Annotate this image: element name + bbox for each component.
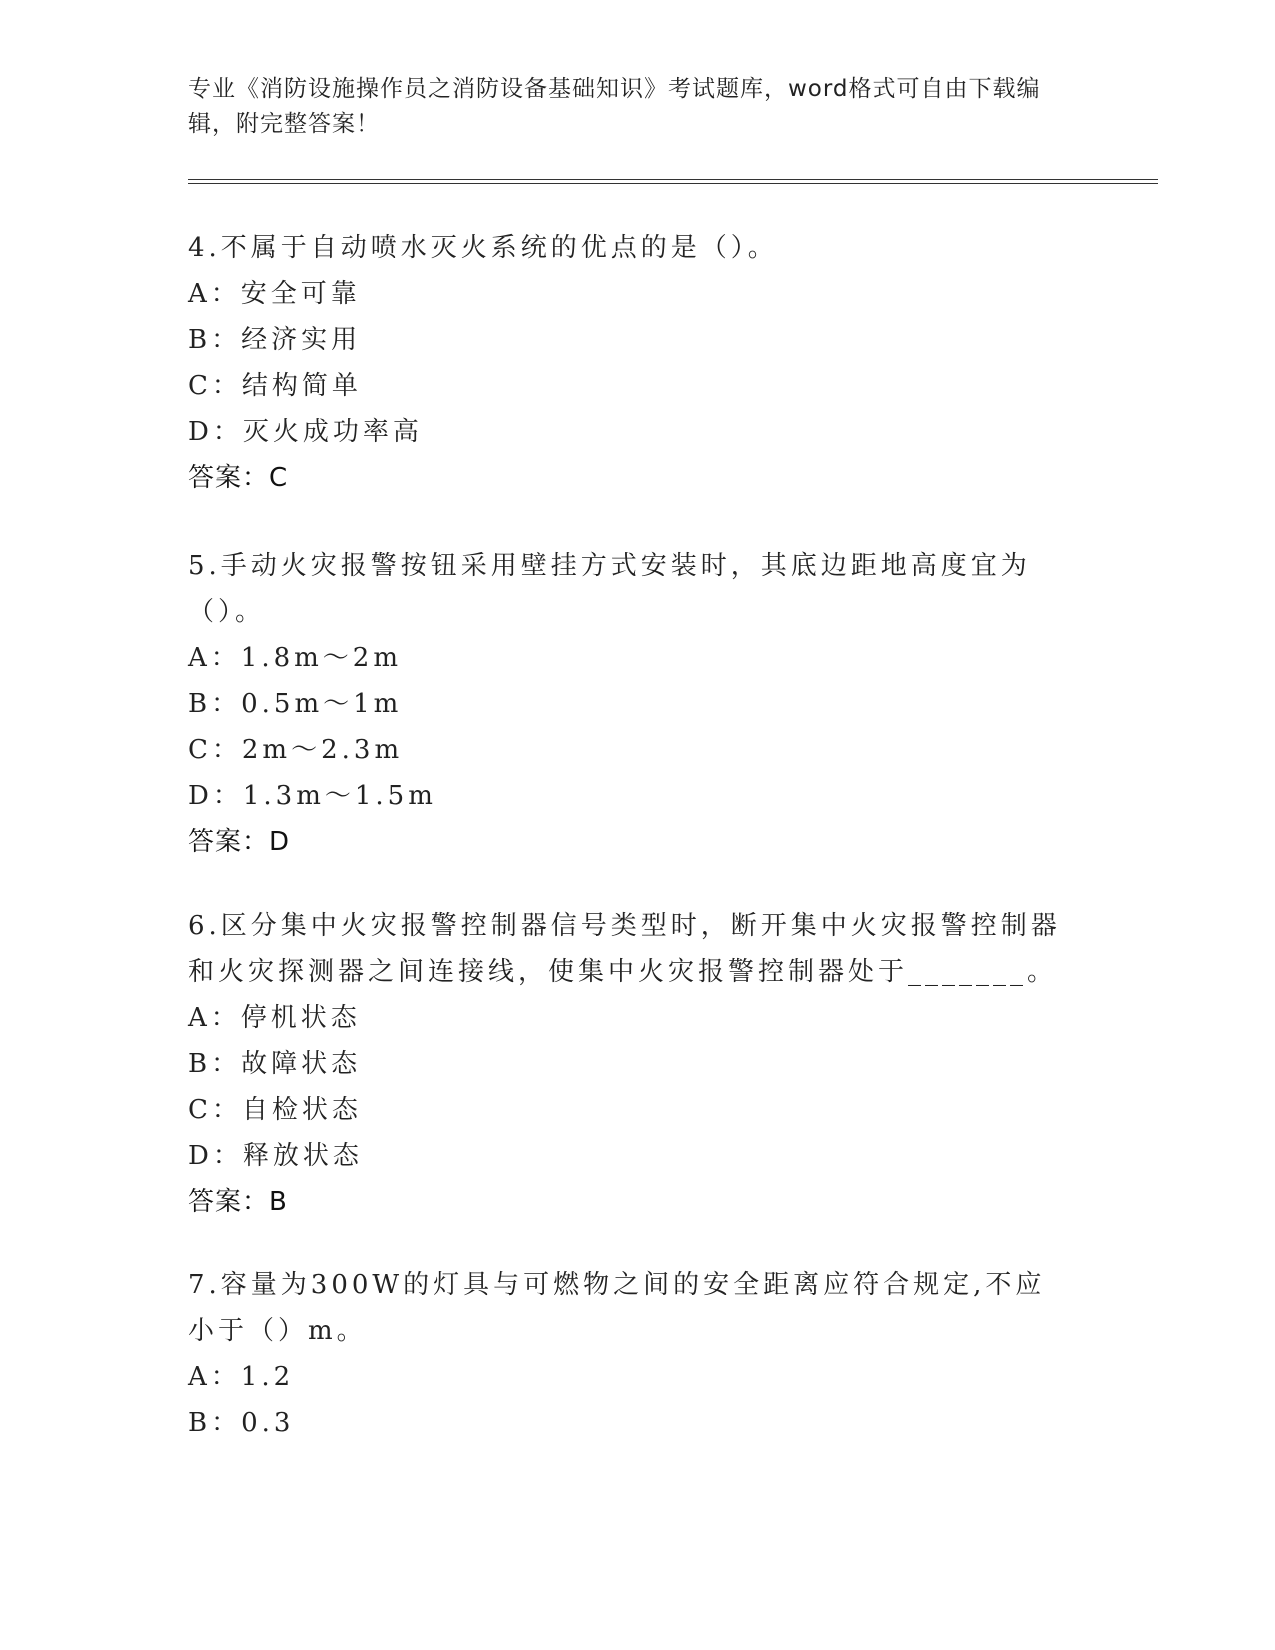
question-6 [188,903,1068,1225]
question-stem: 7.容量为300W的灯具与可燃物之间的安全距离应符合规定,不应小于（）m。 [188,1270,1046,1346]
question-4 [188,225,1068,501]
option-a: A：1.8m～2m [188,643,402,673]
answer: 答案：D [188,827,291,857]
document-header: 专业《消防设施操作员之消防设备基础知识》考试题库，word格式可自由下载编辑，附完整答案！ [188,76,1041,137]
option-c: C：自检状态 [188,1095,362,1125]
option-c: C：结构简单 [188,371,362,401]
option-b: B：经济实用 [188,325,362,355]
question-stem: 5.手动火灾报警按钮采用壁挂方式安装时，其底边距地高度宜为（）。 [188,551,1031,627]
answer: 答案：B [188,1187,288,1217]
option-b: B：故障状态 [188,1049,362,1079]
answer: 答案：C [188,463,289,493]
question-7 [188,1262,1068,1446]
option-b: B：0.3 [188,1408,295,1438]
option-a: A：安全可靠 [188,279,361,309]
header-divider-second [188,183,1158,184]
question-stem: 6.区分集中火灾报警控制器信号类型时，断开集中火灾报警控制器和火灾探测器之间连接线，使集中火灾报警控制器处于_______。 [188,911,1061,987]
option-b: B：0.5m～1m [188,689,403,719]
question-5 [188,543,1068,865]
header-divider [188,179,1158,180]
option-a: A：停机状态 [188,1003,361,1033]
option-d: D：灭火成功率高 [188,417,423,447]
option-d: D：释放状态 [188,1141,363,1171]
option-d: D：1.3m～1.5m [188,781,437,811]
question-stem: 4.不属于自动喷水灭火系统的优点的是（）。 [188,233,778,263]
option-c: C：2m～2.3m [188,735,404,765]
option-a: A：1.2 [188,1362,295,1392]
